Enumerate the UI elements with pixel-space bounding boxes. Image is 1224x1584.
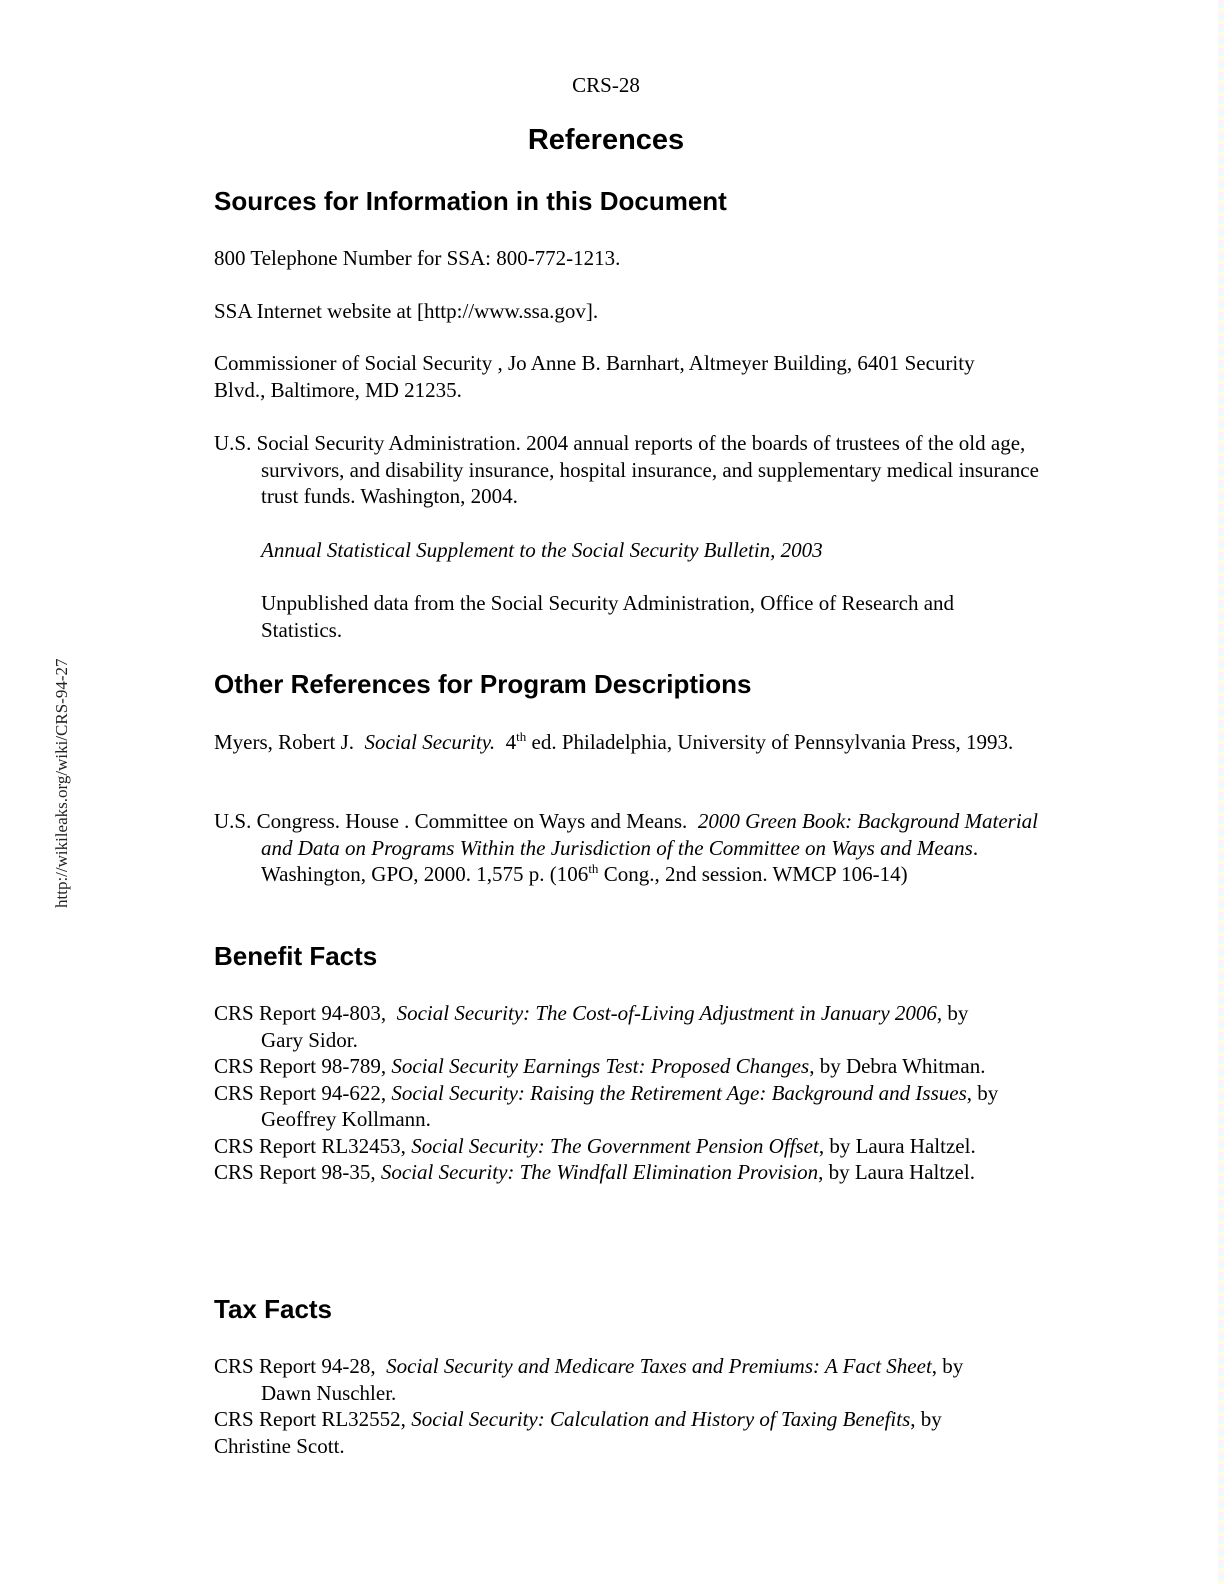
report-title: Social Security: Raising the Retirement Age: Background and Issues — [391, 1080, 967, 1105]
report-title: Social Security: The Windfall Elimination Provision — [380, 1160, 819, 1184]
myers-edition-suffix: th — [516, 729, 527, 744]
green-book-reference — [214, 808, 1051, 888]
section-heading-other-references: Other References for Program Descriptions — [214, 669, 752, 699]
report-number: CRS Report 94-28, — [214, 1354, 376, 1378]
tax-facts-list — [214, 1353, 1014, 1459]
section-heading-benefit-facts: Benefit Facts — [214, 941, 378, 971]
report-number: CRS Report 98-789, — [214, 1054, 387, 1078]
page-edge-artifact — [1218, 0, 1224, 1584]
report-author: , by Dawn Nuschler. — [261, 1354, 964, 1405]
supplement-title: Annual Statistical Supplement to the Social Security Bulletin, 2003 — [261, 538, 823, 562]
report-number: CRS Report 94-622, — [214, 1080, 387, 1105]
commissioner-address: Commissioner of Social Security , Jo Anne B. Barnhart, Altmeyer Building, 6401 Security Blvd., Baltimore, MD 21235. — [214, 351, 975, 402]
green-book-publisher: . Washington, GPO, 2000. 1,575 p. (106 — [261, 835, 979, 886]
green-book-title: 2000 Green Book: Background Material and Data on Programs Within the Jurisdiction of the Committee on Ways and Means — [261, 809, 1039, 860]
section-heading-sources: Sources for Information in this Document — [214, 186, 727, 216]
myers-reference — [214, 729, 1051, 756]
report-author: , by Gary Sidor. — [261, 1001, 969, 1052]
page-number: CRS-28 — [572, 73, 640, 97]
list-item — [214, 1133, 1014, 1160]
report-author: , by Geoffrey Kollmann. — [261, 1080, 999, 1131]
unpublished-data-reference: Unpublished data from the Social Security Administration, Office of Research and Statistics. — [261, 591, 955, 642]
green-book-congress-suffix: th — [588, 861, 599, 876]
report-number: CRS Report 94-803, — [214, 1001, 387, 1025]
benefit-facts-list — [214, 1000, 1014, 1186]
page-title: References — [527, 124, 685, 156]
report-author: , by Debra Whitman. — [809, 1054, 986, 1078]
green-book-session: Cong., 2nd session. WMCP 106-14) — [603, 862, 908, 886]
report-title: Social Security: Calculation and History of Taxing Benefits — [411, 1407, 911, 1431]
side-watermark-url: http://wikileaks.org/wiki/CRS-94-27 — [52, 658, 71, 908]
list-item — [214, 1159, 1014, 1186]
report-number: CRS Report RL32552, — [214, 1407, 406, 1431]
list-item — [214, 1406, 1014, 1459]
list-item — [214, 1080, 1014, 1133]
myers-edition: 4 — [505, 730, 517, 754]
myers-publisher: ed. Philadelphia, University of Pennsylvania Press, 1993. — [531, 730, 1014, 754]
ssa-phone: 800 Telephone Number for SSA: 800-772-1213. — [214, 246, 621, 270]
myers-author: Myers, Robert J. — [214, 730, 354, 754]
statistical-supplement-reference — [261, 537, 1021, 564]
myers-title: Social Security. — [364, 730, 496, 754]
report-title: Social Security Earnings Test: Proposed Changes — [391, 1054, 810, 1078]
report-title: Social Security and Medicare Taxes and Premiums: A Fact Sheet — [386, 1354, 932, 1378]
trustees-report-reference: U.S. Social Security Administration. 2004 annual reports of the boards of trustees of the old age, survivors, and disability insurance, hospital insurance, and supplementary medical insurance trust funds. Washington, 2004. — [214, 431, 1039, 508]
report-title: Social Security: The Government Pension Offset — [411, 1133, 819, 1158]
section-heading-tax-facts: Tax Facts — [214, 1294, 333, 1324]
green-book-author: U.S. Congress. House . Committee on Ways and Means. — [214, 809, 688, 833]
report-number: CRS Report RL32453, — [214, 1133, 406, 1158]
report-author: , by Christine Scott. — [214, 1407, 942, 1458]
report-number: CRS Report 98-35, — [214, 1160, 376, 1184]
list-item — [214, 1353, 1014, 1406]
report-title: Social Security: The Cost-of-Living Adjustment in January 2006 — [396, 1001, 937, 1025]
ssa-website: SSA Internet website at [http://www.ssa.gov]. — [214, 299, 599, 323]
list-item — [214, 1053, 1014, 1080]
report-author: , by Laura Haltzel. — [818, 1160, 975, 1184]
list-item — [214, 1000, 1014, 1053]
report-author: , by Laura Haltzel. — [818, 1133, 976, 1158]
